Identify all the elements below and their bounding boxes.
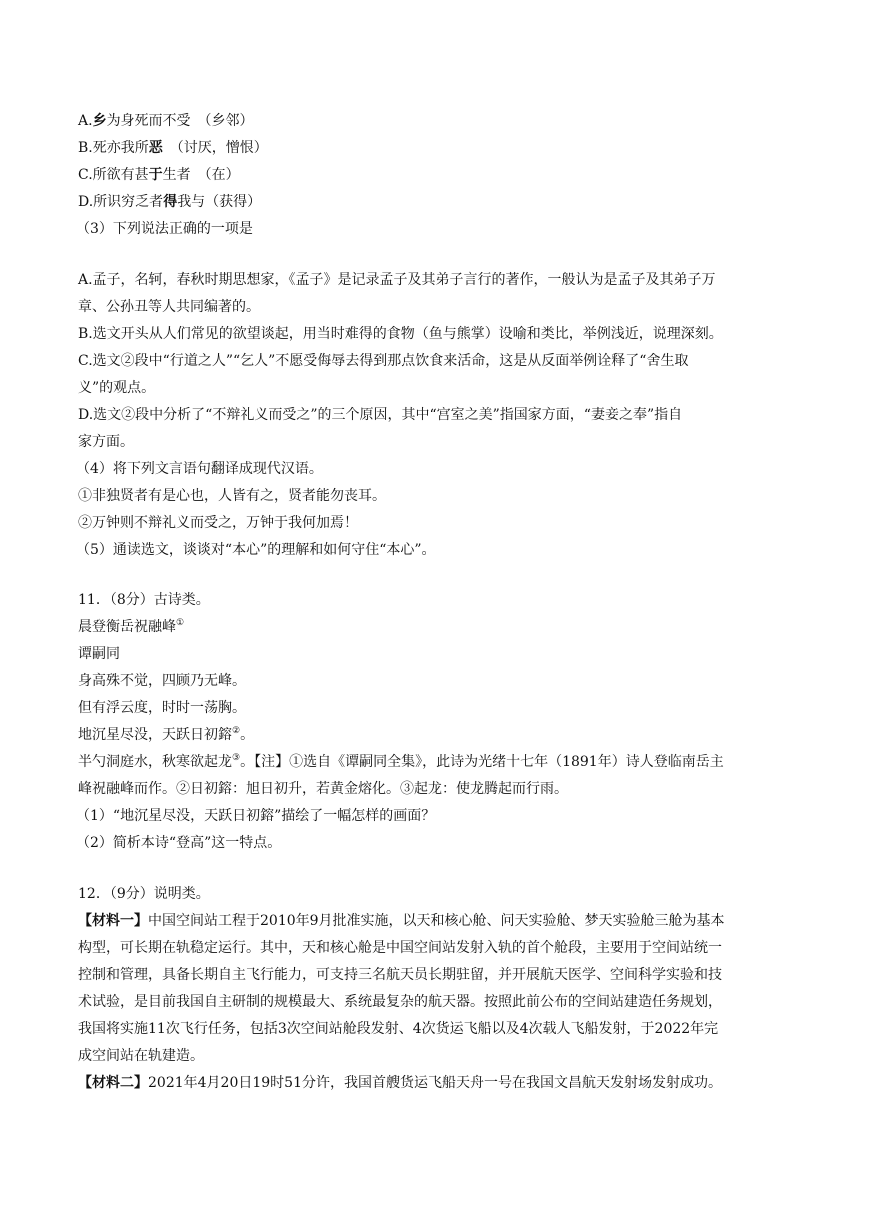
question-stem: （3）下列说法正确的一项是 xyxy=(76,221,253,237)
footnote-marker: ① xyxy=(176,618,185,628)
footnote-marker: ③ xyxy=(232,753,241,763)
option-c-line1: C.选文②段中“行道之人”“乞人”不愿受侮辱去得到那点饮食来活命，这是从反面举例诠释了“舍生取 xyxy=(78,353,689,369)
option-a-line1: A.孟子，名轲，春秋时期思想家，《孟子》是记录孟子及其弟子言行的著作，一般认为是孟子及其弟子万 xyxy=(78,272,716,288)
material-2-line: 【材料二】2021年4月20日19时51分许，我国首艘货运飞船天舟一号在我国文昌航天发射场发射成功。 xyxy=(78,1075,722,1091)
question-11-header: 11．（8分）古诗类。 xyxy=(78,592,210,608)
question-stem: （2）简析本诗“登高”这一特点。 xyxy=(76,835,282,851)
option-c: C.所欲有甚于生者 （在） xyxy=(78,167,240,183)
question-stem: （5）通读选文，谈谈对“本心”的理解和如何守住“本心”。 xyxy=(76,542,436,558)
emphasized-char: 恶 xyxy=(148,140,163,156)
poem-author: 谭嗣同 xyxy=(78,646,120,662)
emphasized-char: 得 xyxy=(163,194,178,210)
footnote-marker: ② xyxy=(232,726,241,736)
option-b-line1: B.选文开头从人们常见的欲望谈起，用当时难得的食物（鱼与熊掌）设喻和类比，举例浅近，说理深刻。 xyxy=(78,326,723,342)
material-1-line: 控制和管理，具备长期自主飞行能力，可支持三名航天员长期驻留，并开展航天医学、空间科学实验和技 xyxy=(78,967,722,983)
poem-line-with-notes: 半勺洞庭水，秋寒欲起龙③。【注】①选自《谭嗣同全集》，此诗为光绪十七年（1891年）诗人登临南岳主 xyxy=(78,753,724,770)
material-1-line: 成空间站在轨建造。 xyxy=(78,1048,204,1064)
option-a-line2: 章、公孙丑等人共同编著的。 xyxy=(78,299,260,315)
poem-title: 晨登衡岳祝融峰① xyxy=(78,618,185,635)
poem-line: 但有浮云度，时时一荡胸。 xyxy=(78,700,246,716)
question-12-header: 12．（9分）说明类。 xyxy=(78,886,210,902)
poem-notes: 峰祝融峰而作。②日初鎔：旭日初升，若黄金熔化。③起龙：使龙腾起而行雨。 xyxy=(78,781,568,797)
emphasized-char: 于 xyxy=(148,167,163,183)
material-1-line: 我国将实施11次飞行任务，包括3次空间站舱段发射、4次货运飞船以及4次载人飞船发射，于2022年完 xyxy=(78,1021,719,1037)
material-1-line: 术试验，是目前我国自主研制的规模最大、系统最复杂的航天器。按照此前公布的空间站建造任务规划， xyxy=(78,994,722,1010)
option-b: B.死亦我所恶 （讨厌，憎恨） xyxy=(78,140,268,156)
option-d-line1: D.选文②段中分析了“不辩礼义而受之”的三个原因，其中“宫室之美”指国家方面，“妻妾之奉”指自 xyxy=(78,407,683,423)
material-1-line: 构型，可长期在轨稳定运行。其中，天和核心舱是中国空间站发射入轨的首个舱段，主要用于空间站统一 xyxy=(78,940,722,956)
option-c-line2: 义”的观点。 xyxy=(78,380,156,396)
option-d: D.所识穷乏者得我与（获得） xyxy=(78,194,262,210)
question-stem: （4）将下列文言语句翻译成现代汉语。 xyxy=(76,461,323,477)
material-1-line: 【材料一】中国空间站工程于2010年9月批准实施，以天和核心舱、问天实验舱、梦天实验舱三舱为基本 xyxy=(78,913,725,929)
poem-line: 身高殊不觉，四顾乃无峰。 xyxy=(78,673,246,689)
material-label: 【材料一】 xyxy=(78,913,148,929)
material-label: 【材料二】 xyxy=(78,1075,148,1091)
translation-sentence-1: ①非独贤者有是心也，人皆有之，贤者能勿丧耳。 xyxy=(78,488,386,504)
translation-sentence-2: ②万钟则不辩礼义而受之，万钟于我何加焉！ xyxy=(78,515,358,531)
question-stem: （1）“地沉星尽没，天跃日初鎔”描绘了一幅怎样的画面？ xyxy=(76,808,436,824)
poem-line: 地沉星尽没，天跃日初鎔②。 xyxy=(78,726,255,743)
option-d-line2: 家方面。 xyxy=(78,434,134,450)
option-a: A.乡为身死而不受 （乡邻） xyxy=(78,113,254,129)
emphasized-char: 乡 xyxy=(92,113,107,129)
